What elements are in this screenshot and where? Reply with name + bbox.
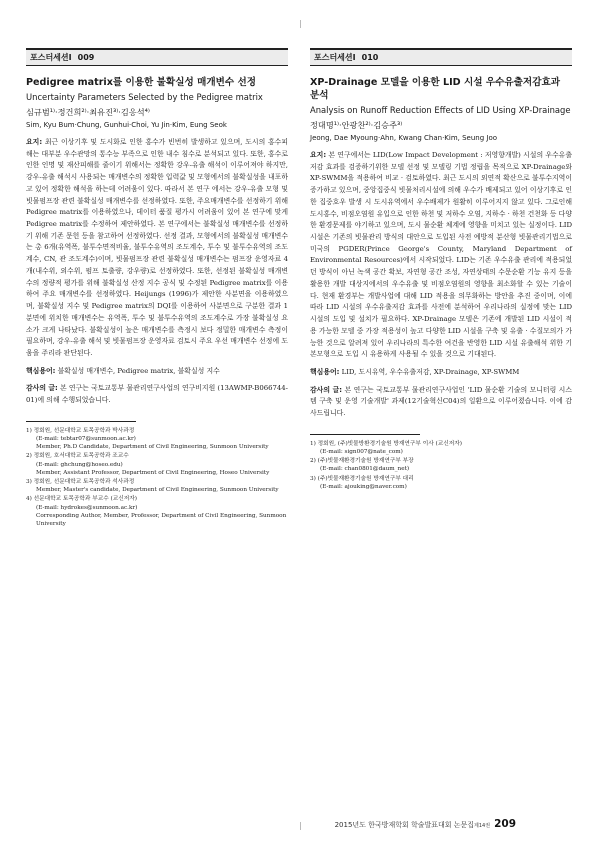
footnote: [310, 475, 572, 491]
keywords-text: LID, 도시유역, 우수유출저감, XP-Drainage, XP-SWMM: [339, 367, 520, 376]
volume-label: 제14권: [474, 823, 491, 829]
footnote: [26, 478, 288, 494]
footnote: [26, 427, 288, 452]
keywords: [26, 366, 288, 378]
footnote-head: 3) 정회원, 선문대학교 토목공학과 석사과정: [26, 479, 135, 486]
session-tag: 포스터세션Ⅰ: [30, 53, 72, 62]
footnote: [26, 495, 288, 528]
page-number: 209: [494, 818, 516, 830]
article-title-korean: XP-Drainage 모델을 이용한 LID 시설 우수유출저감효과 분석: [310, 77, 561, 101]
footnotes: [26, 427, 288, 528]
footnote-head: 4) 선문대학교 토목공학과 부교수 (교신저자): [26, 496, 137, 503]
footnote: [310, 440, 572, 456]
abstract-label: 요지:: [310, 151, 327, 159]
footnote-head: 2) 정회원, 호서대학교 토목공학과 조교수: [26, 453, 129, 460]
footnotes: [310, 440, 572, 491]
authors-english: Jeong, Dae Myoung·Ahn, Kwang Chan·Kim, Seung Joo: [310, 134, 498, 142]
keywords-label: 핵심용어:: [310, 367, 340, 376]
acknowledgement: [310, 385, 572, 420]
crop-mark: [300, 822, 301, 830]
page-footer: [335, 818, 516, 830]
session-header: [310, 48, 572, 66]
footnote-divider: [26, 421, 136, 422]
abstract: [26, 137, 288, 360]
journal-name: 2015년도 한국방재학회 학술발표대회 논문집: [334, 821, 475, 829]
footnote-line: Member, Assistant Professor, Department of Civil Engineering, Hoseo University: [36, 469, 270, 476]
footnote-line: (E-mail: chan0801@daum_net): [320, 466, 410, 473]
footnote-line: (E-mail: tebtar07@sunmoon.ac.kr): [36, 436, 136, 443]
footnote-line: (E-mail: hydrokes@sunmoon.ac.kr): [36, 504, 138, 511]
footnote-line: (E-mail: ghchung@hoseo.edu): [36, 461, 123, 468]
footnote-line: Member, Ph.D Candidate, Department of Civil Engineering, Sunmoon University: [36, 444, 269, 451]
footnote-line: Corresponding Author, Member, Professor, Department of Civil Engineering, Sunmoon University: [36, 512, 287, 528]
keywords-text: 불확실성 매개변수, Pedigree matrix, 불확실성 지수: [55, 366, 220, 375]
footnote: [310, 457, 572, 473]
article-title-korean: Pedigree matrix를 이용한 불확실성 매개변수 선정: [26, 77, 257, 88]
session-header: [26, 48, 288, 66]
authors-english: Sim, Kyu Bum·Chung, Gunhui·Choi, Yu Jin·Kim, Eung Seok: [26, 121, 227, 129]
article-title-english: Analysis on Runoff Reduction Effects of LID Using XP-Drainage: [310, 105, 571, 115]
ack-label: 감사의 글:: [26, 384, 58, 393]
ack-label: 감사의 글:: [310, 385, 343, 394]
left-article: [26, 48, 288, 529]
right-article: [310, 48, 572, 492]
crop-mark: [300, 20, 301, 28]
authors-korean: 심규범¹⁾·정건희²⁾·최유진³⁾·김응석⁴⁾: [26, 107, 150, 117]
acknowledgement: [26, 383, 288, 406]
session-tag: 포스터세션Ⅰ: [314, 53, 356, 62]
footnote-line: (E-mail: sign007@nate_com): [320, 449, 403, 456]
abstract-text: 본 연구에서는 LID(Low Impact Development : 저영향개발) 시설의 우수유출저감 효과를 검증하기위한 모델 선정 및 모델링 기법 정립을 목적으로 XP-Drainage와 XP-SWMM을 적용하여 비교 · 검토하였다. 최근 도시의 외연적 확산으로 불투수지역이 증가하고 있으며, 중앙집중식 빗물처리시설에 의해 우수가 배제되고 있어 이상기후로 인한 집중호우 발생 시 도시유역에서 우수배제가 원활히 이루어지지 않고 있다. 그로인해 도시홍수, 비점오염원 유입으로 인한 하천 및 저하수 오염, 지하수 · 하천 건천화 등 다양한 환경문제를 야기하고 있으며, 도시 물순환 체계에 영향을 미치고 있는 실정이다. LID 시설은 기존의 빗물관리 방식의 대안으로 도입된 사전 예방적 분산형 빗물관리기법으로 미국의 PGDER(Prince George's County, Maryland Department of Environmental Resources)에서 시작되었다. LID는 기존 우수유출 관리에 적용되었던 방식이 아닌 녹색 공간 확보, 자연형 공간 조성, 자연상태의 수문순환 기능 유지 등을 활용한 개발 대상지에서의 우수유출 및 비점오염원의 영향을 최소화할 수 있는 기술이다. 현재 환경부는 개발사업에 대해 LID 적용을 의무화하는 방안을 추진 중이며, 이에 따라 LID 시설의 우수유출저감 효과를 사전에 분석하여 우리나라의 실정에 맞는 LID 시설의 도입 및 설치가 필요하다. XP-Drainage 모델은 기존에 개발된 LID 시설이 적용 가능한 모델 중 가장 적용성이 높고 다양한 LID 시설을 구축 및 유출 · 수질모의가 가능한 것으로 알려져 있어 우리나라의 특수한 여건을 반영한 LID 시설 유출해석 위한 기본모형으로 도입 시 유용하게 사용될 수 있을 것으로 기대된다.: [310, 151, 572, 359]
abstract-text: 최근 이상기후 및 도시화로 인한 홍수가 빈번히 발생하고 있으며, 도시의 홍수피해는 대부분 우수관망의 통수능 부족으로 인한 내수 침수로 분석되고 있다. 또한, 홍수로 인한 인명 및 재산피해를 줄이기 위해서는 정확한 강우-유출 해석이 이루어져야 하지만, 강우-유출 해석시 사용되는 매개변수의 정확한 입력값 및 모형에서의 불확실성을 내포하고 있어 정확한 해석을 하는데 어려움이 있다. 따라서 본 연구 에서는 강우-유출 모형 및 빗물펌프장 관련 불확실성 매개변수를 선정하였다. 또한, 주요매개변수를 선정하기 위해 Pedigree matrix를 이용하였으나, 데이터 품질 평가시 어려움이 있어 본 연구에 맞게 Pedigree matrix를 수정하여 제안하였다. 본 연구에서는 불확실성 매개변수를 선정하기 위해 기존 문헌 등을 참고하여 선정하였다. 선정 결과, 모형에서의 불확실성 매개변수는 총 6개(유역폭, 불투수면적비율, 불투수유역의 조도계수, 투수 및 불투수유역의 조도계수, CN, 관 조도계수)이며, 빗물펌프장 관련 불확실성 매개변수는 펌프장 운영자료 4개(내수위, 외수위, 펌프 토출량, 강우량)로 선정하였다. 또한, 선정된 불확실성 매개변수의 정량적 평가를 위해 불확실성 산정 지수 공식 및 수정된 Pedigree matrix를 이용하여 주요 매개변수를 선정하였다. Heijungs (1996)가 제안한 사분면을 이용하였으며, 불확실성 지수 및 Pedigree matrix의 DQI를 이용하여 사분면으로 구분한 결과 1분면에 위치한 매개변수는 유역폭, 투수 및 불투수유역의 조도계수로 가장 불확실성 요소가 크게 나타났다. 불확실성이 높은 매개변수를 측정시 보다 정밀한 매개변수 측정이 필요하며, 강우-유출 해석 및 빗물펌프장 운영자료 검토시 주요 우선 매개변수 선정에 도움을 주리라 판단된다.: [26, 138, 288, 357]
footnote-head: 1) 정회원, (주)빗물방환경기술원 방재연구부 이사 (교신저자): [310, 440, 462, 447]
footnote-head: 2) (주)빗물재환경기술원 방재연구부 부장: [310, 458, 414, 465]
authors-korean: 정대명¹⁾·안광찬²⁾·김승주³⁾: [310, 120, 403, 130]
abstract: [310, 150, 572, 361]
abstract-label: 요지:: [26, 138, 43, 146]
article-title-english: Uncertainty Parameters Selected by the Pedigree matrix: [26, 92, 263, 102]
footnote-divider: [310, 434, 420, 435]
session-number: 010: [361, 53, 379, 62]
footnote-head: 1) 정회원, 선문대학교 토목공학과 박사과정: [26, 427, 135, 434]
footnote: [26, 452, 288, 477]
keywords-label: 핵심용어:: [26, 366, 56, 375]
footnote-line: Member, Master's candidate, Department of Civil Engineering, Sunmoon University: [36, 487, 279, 494]
footnote-line: (E-mail: ajouking@naver.com): [320, 483, 407, 490]
ack-text: 본 연구는 국토교통부 물관리연구사업인 'LID 물순환 기술의 모니터링 시스템 구축 및 운영 기술개발' 과제(12기술혁신C04)의 일환으로 이루어졌습니다. 이에 감사드립니다.: [310, 385, 572, 418]
session-number: 009: [77, 53, 95, 62]
footnote-head: 3) (주)빗물재환경기술원 방재연구부 대리: [310, 475, 414, 482]
keywords: [310, 367, 572, 379]
ack-text: 본 연구는 국토교통부 물관리연구사업의 연구비지원 (13AWMP-B066744-01)에 의해 수행되었습니다.: [26, 384, 289, 405]
